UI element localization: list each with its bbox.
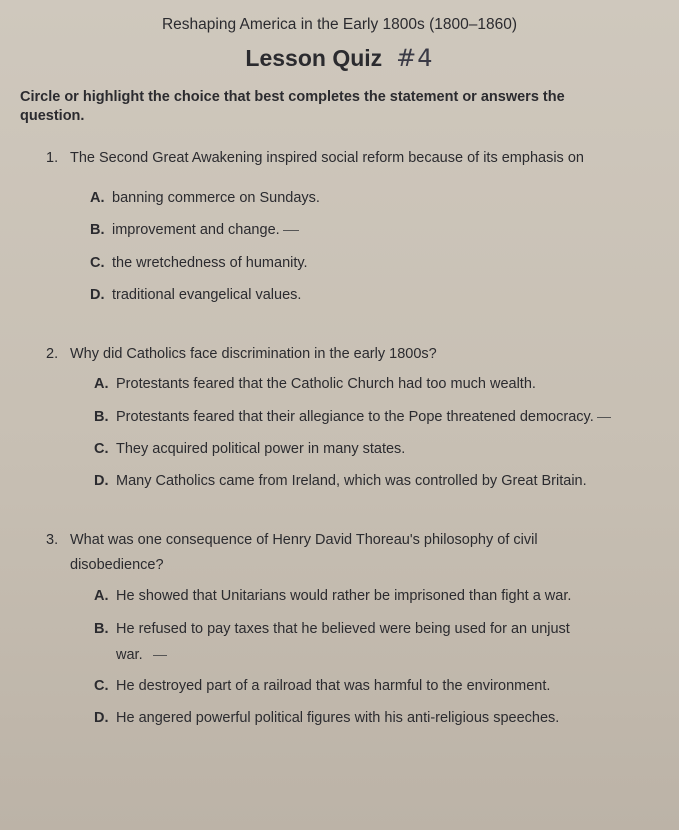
option-letter: B. — [94, 409, 109, 425]
lesson-subtitle: Reshaping America in the Early 1800s (1800–1860) — [161, 16, 517, 33]
option-letter: A. — [94, 376, 109, 392]
q1-option-b[interactable] — [90, 222, 299, 238]
question-2 — [46, 346, 437, 362]
question-number: 3. — [46, 532, 59, 548]
q1-option-a[interactable] — [90, 190, 320, 206]
pencil-mark — [153, 655, 167, 656]
question-3 — [46, 532, 538, 548]
option-text: He showed that Unitarians would rather be imprisoned than fight a war. — [116, 588, 572, 604]
option-text: They acquired political power in many states. — [116, 441, 406, 457]
q3-option-c[interactable] — [94, 678, 550, 694]
option-text: He refused to pay taxes that he believed were being used for an unjust — [116, 621, 570, 637]
q2-option-d[interactable] — [94, 473, 587, 489]
page-title: Lesson Quiz — [245, 45, 383, 71]
option-text: He angered powerful political figures with his anti-religious speeches. — [116, 710, 560, 726]
option-letter: C. — [94, 441, 109, 457]
option-text: banning commerce on Sundays. — [112, 190, 320, 206]
q3-option-b[interactable] — [94, 621, 570, 637]
option-letter: B. — [94, 621, 109, 637]
q2-option-b[interactable] — [94, 409, 611, 425]
option-text: He destroyed part of a railroad that was harmful to the environment. — [116, 678, 551, 694]
option-text: Protestants feared that their allegiance to the Pope threatened democracy. — [116, 409, 594, 425]
option-letter: B. — [90, 222, 105, 238]
option-letter: D. — [94, 710, 109, 726]
option-text: improvement and change. — [112, 222, 280, 238]
option-letter: C. — [90, 255, 105, 271]
question-text: What was one consequence of Henry David Thoreau's philosophy of civil — [70, 532, 538, 548]
handwritten-quiz-number: #4 — [396, 44, 434, 72]
option-letter: D. — [94, 473, 109, 489]
q1-option-d[interactable] — [90, 287, 301, 303]
question-text: The Second Great Awakening inspired social reform because of its emphasis on — [70, 150, 584, 166]
q2-option-a[interactable] — [94, 376, 536, 392]
q1-option-c[interactable] — [90, 255, 308, 271]
title-row — [0, 44, 679, 72]
question-3-continued: disobedience? — [70, 557, 164, 573]
question-1 — [46, 150, 584, 166]
option-letter: D. — [90, 287, 105, 303]
question-number: 1. — [46, 150, 59, 166]
q3-option-d[interactable] — [94, 710, 559, 726]
option-text: Protestants feared that the Catholic Church had too much wealth. — [116, 376, 536, 392]
q2-option-c[interactable] — [94, 441, 405, 457]
option-text: the wretchedness of humanity. — [112, 255, 308, 271]
instructions: Circle or highlight the choice that best completes the statement or answers the question. — [20, 89, 565, 124]
q3-option-b-continued[interactable] — [116, 647, 167, 663]
question-number: 2. — [46, 346, 59, 362]
option-text: traditional evangelical values. — [112, 287, 302, 303]
question-text: Why did Catholics face discrimination in the early 1800s? — [70, 346, 437, 362]
option-letter: A. — [94, 588, 109, 604]
option-letter: A. — [90, 190, 105, 206]
option-letter: C. — [94, 678, 109, 694]
pencil-mark — [283, 230, 299, 231]
pencil-mark — [597, 417, 611, 418]
option-text: Many Catholics came from Ireland, which was controlled by Great Britain. — [116, 473, 587, 489]
q3-option-a[interactable] — [94, 588, 571, 604]
option-text: war. — [116, 647, 143, 663]
